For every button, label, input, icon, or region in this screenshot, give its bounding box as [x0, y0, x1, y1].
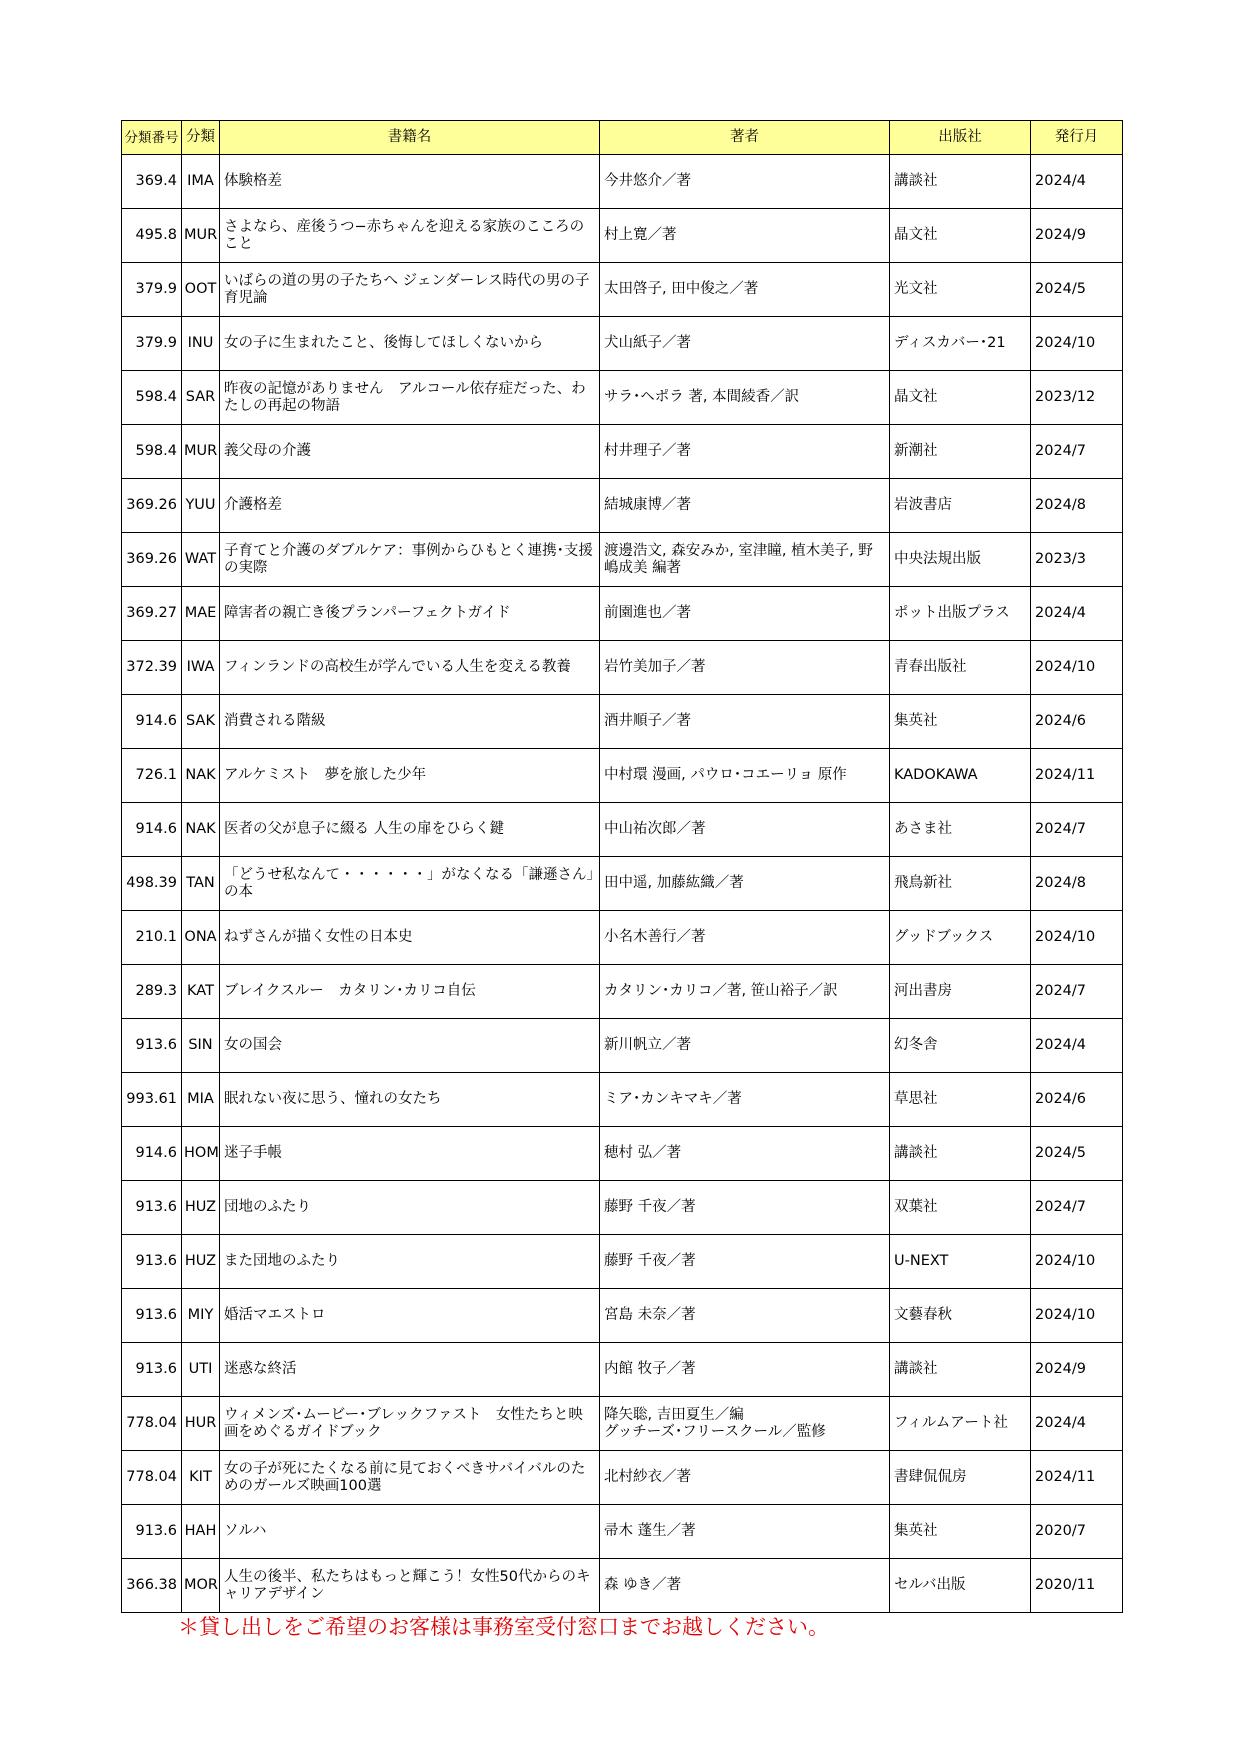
cell-category-code: INU — [182, 317, 220, 371]
cell-publisher: 岩波書店 — [890, 479, 1031, 533]
cell-author: 宮島 未奈／著 — [600, 1289, 890, 1343]
header-book-title: 書籍名 — [220, 121, 600, 155]
cell-author: 酒井順子／著 — [600, 695, 890, 749]
cell-category-code: UTI — [182, 1343, 220, 1397]
cell-publisher: 新潮社 — [890, 425, 1031, 479]
header-author: 著者 — [600, 121, 890, 155]
header-category: 分類 — [182, 121, 220, 155]
cell-publication-month: 2024/4 — [1031, 155, 1123, 209]
table-row — [122, 155, 1123, 209]
cell-author: ミア･カンキマキ／著 — [600, 1073, 890, 1127]
cell-book-title: ソルハ — [220, 1505, 600, 1559]
cell-classification-number: 369.26 — [122, 533, 182, 587]
cell-publisher: 光文社 — [890, 263, 1031, 317]
cell-publication-month: 2024/10 — [1031, 317, 1123, 371]
cell-book-title: 迷惑な終活 — [220, 1343, 600, 1397]
cell-classification-number: 778.04 — [122, 1397, 182, 1451]
cell-publication-month: 2023/3 — [1031, 533, 1123, 587]
cell-category-code: NAK — [182, 803, 220, 857]
cell-category-code: SAK — [182, 695, 220, 749]
cell-category-code: IWA — [182, 641, 220, 695]
cell-author: 北村紗衣／著 — [600, 1451, 890, 1505]
table-row — [122, 749, 1123, 803]
cell-book-title: 女の国会 — [220, 1019, 600, 1073]
cell-author: サラ･ヘポラ 著, 本間綾香／訳 — [600, 371, 890, 425]
cell-author: カタリン･カリコ／著, 笹山裕子／訳 — [600, 965, 890, 1019]
cell-publication-month: 2024/8 — [1031, 479, 1123, 533]
cell-author: 中山祐次郎／著 — [600, 803, 890, 857]
cell-category-code: HUZ — [182, 1181, 220, 1235]
table-row — [122, 1181, 1123, 1235]
cell-book-title: フィンランドの高校生が学んでいる人生を変える教養 — [220, 641, 600, 695]
cell-category-code: KAT — [182, 965, 220, 1019]
cell-classification-number: 778.04 — [122, 1451, 182, 1505]
cell-author: 藤野 千夜／著 — [600, 1235, 890, 1289]
table-row — [122, 209, 1123, 263]
cell-publication-month: 2024/4 — [1031, 1397, 1123, 1451]
cell-author: 新川帆立／著 — [600, 1019, 890, 1073]
cell-publisher: グッドブックス — [890, 911, 1031, 965]
cell-book-title: 婚活マエストロ — [220, 1289, 600, 1343]
table-row — [122, 263, 1123, 317]
cell-classification-number: 598.4 — [122, 425, 182, 479]
table-row — [122, 695, 1123, 749]
cell-classification-number: 913.6 — [122, 1181, 182, 1235]
cell-classification-number: 914.6 — [122, 695, 182, 749]
cell-publisher: 晶文社 — [890, 371, 1031, 425]
cell-publisher: 飛鳥新社 — [890, 857, 1031, 911]
header-publisher: 出版社 — [890, 121, 1031, 155]
cell-classification-number: 913.6 — [122, 1289, 182, 1343]
cell-book-title: 子育てと介護のダブルケア：事例からひもとく連携･支援の実際 — [220, 533, 600, 587]
table-row — [122, 371, 1123, 425]
cell-publisher: 河出書房 — [890, 965, 1031, 1019]
cell-publication-month: 2024/9 — [1031, 209, 1123, 263]
table-row — [122, 1073, 1123, 1127]
cell-publication-month: 2024/8 — [1031, 857, 1123, 911]
cell-book-title: 「どうせ私なんて・・・・・・」がなくなる「謙遜さん」の本 — [220, 857, 600, 911]
cell-publication-month: 2024/10 — [1031, 641, 1123, 695]
cell-author: 藤野 千夜／著 — [600, 1181, 890, 1235]
cell-publisher: 草思社 — [890, 1073, 1031, 1127]
cell-classification-number: 913.6 — [122, 1505, 182, 1559]
table-row — [122, 803, 1123, 857]
cell-author: 太田啓子, 田中俊之／著 — [600, 263, 890, 317]
cell-category-code: HUR — [182, 1397, 220, 1451]
cell-book-title: 義父母の介護 — [220, 425, 600, 479]
cell-book-title: ブレイクスルー カタリン･カリコ自伝 — [220, 965, 600, 1019]
cell-book-title: 医者の父が息子に綴る 人生の扉をひらく鍵 — [220, 803, 600, 857]
cell-classification-number: 366.38 — [122, 1559, 182, 1613]
cell-publisher: フィルムアート社 — [890, 1397, 1031, 1451]
cell-publisher: KADOKAWA — [890, 749, 1031, 803]
table-row — [122, 911, 1123, 965]
cell-author: 前園進也／著 — [600, 587, 890, 641]
table-row — [122, 1343, 1123, 1397]
header-classification-number: 分類番号 — [122, 121, 182, 155]
cell-category-code: MUR — [182, 425, 220, 479]
cell-publisher: 晶文社 — [890, 209, 1031, 263]
cell-book-title: また団地のふたり — [220, 1235, 600, 1289]
cell-category-code: HUZ — [182, 1235, 220, 1289]
cell-classification-number: 210.1 — [122, 911, 182, 965]
cell-category-code: OOT — [182, 263, 220, 317]
cell-author: 犬山紙子／著 — [600, 317, 890, 371]
cell-category-code: KIT — [182, 1451, 220, 1505]
cell-author: 今井悠介／著 — [600, 155, 890, 209]
cell-publication-month: 2024/10 — [1031, 911, 1123, 965]
cell-publication-month: 2024/11 — [1031, 1451, 1123, 1505]
cell-author: 降矢聡, 吉田夏生／編 グッチーズ･フリースクール／監修 — [600, 1397, 890, 1451]
cell-book-title: アルケミスト 夢を旅した少年 — [220, 749, 600, 803]
cell-publication-month: 2024/7 — [1031, 803, 1123, 857]
header-row — [122, 121, 1123, 155]
cell-classification-number: 913.6 — [122, 1235, 182, 1289]
header-publication-month: 発行月 — [1031, 121, 1123, 155]
lending-note: ＊貸し出しをご希望のお客様は事務室受付窓口までお越しください。 — [178, 1615, 829, 1639]
table-row — [122, 965, 1123, 1019]
cell-book-title: ねずさんが描く女性の日本史 — [220, 911, 600, 965]
cell-category-code: WAT — [182, 533, 220, 587]
cell-author: 岩竹美加子／著 — [600, 641, 890, 695]
cell-book-title: いばらの道の男の子たちへ ジェンダーレス時代の男の子育児論 — [220, 263, 600, 317]
cell-classification-number: 913.6 — [122, 1343, 182, 1397]
cell-publication-month: 2024/9 — [1031, 1343, 1123, 1397]
cell-category-code: MIA — [182, 1073, 220, 1127]
cell-category-code: ONA — [182, 911, 220, 965]
cell-publication-month: 2024/7 — [1031, 425, 1123, 479]
cell-category-code: TAN — [182, 857, 220, 911]
table-row — [122, 1397, 1123, 1451]
cell-publisher: 集英社 — [890, 1505, 1031, 1559]
cell-book-title: 女の子に生まれたこと、後悔してほしくないから — [220, 317, 600, 371]
table-row — [122, 533, 1123, 587]
table-row — [122, 857, 1123, 911]
cell-classification-number: 914.6 — [122, 803, 182, 857]
cell-classification-number: 993.61 — [122, 1073, 182, 1127]
cell-publisher: ディスカバー･21 — [890, 317, 1031, 371]
cell-book-title: ウィメンズ･ムービー･ブレックファスト 女性たちと映画をめぐるガイドブック — [220, 1397, 600, 1451]
cell-author: 内館 牧子／著 — [600, 1343, 890, 1397]
cell-publication-month: 2024/7 — [1031, 965, 1123, 1019]
cell-publisher: 幻冬舎 — [890, 1019, 1031, 1073]
cell-classification-number: 369.26 — [122, 479, 182, 533]
table-row — [122, 1127, 1123, 1181]
table-row — [122, 479, 1123, 533]
cell-publisher: ポット出版プラス — [890, 587, 1031, 641]
cell-book-title: 昨夜の記憶がありません アルコール依存症だった、わたしの再起の物語 — [220, 371, 600, 425]
cell-author: 村上寛／著 — [600, 209, 890, 263]
cell-author: 小名木善行／著 — [600, 911, 890, 965]
table-row — [122, 1505, 1123, 1559]
cell-book-title: 女の子が死にたくなる前に見ておくべきサバイバルのためのガールズ映画100選 — [220, 1451, 600, 1505]
cell-publisher: 書肆侃侃房 — [890, 1451, 1031, 1505]
cell-publication-month: 2024/4 — [1031, 587, 1123, 641]
cell-publication-month: 2023/12 — [1031, 371, 1123, 425]
cell-publisher: 集英社 — [890, 695, 1031, 749]
cell-publisher: 文藝春秋 — [890, 1289, 1031, 1343]
cell-book-title: 介護格差 — [220, 479, 600, 533]
table-row — [122, 1019, 1123, 1073]
cell-publication-month: 2024/6 — [1031, 1073, 1123, 1127]
cell-publisher: あさま社 — [890, 803, 1031, 857]
cell-publisher: 講談社 — [890, 1127, 1031, 1181]
cell-classification-number: 379.9 — [122, 317, 182, 371]
table-body — [122, 155, 1123, 1613]
cell-publisher: 講談社 — [890, 1343, 1031, 1397]
book-list-table — [121, 120, 1123, 1613]
cell-publisher: 青春出版社 — [890, 641, 1031, 695]
table-row — [122, 641, 1123, 695]
cell-author: 結城康博／著 — [600, 479, 890, 533]
cell-category-code: SIN — [182, 1019, 220, 1073]
cell-book-title: 眠れない夜に思う、憧れの女たち — [220, 1073, 600, 1127]
cell-category-code: YUU — [182, 479, 220, 533]
cell-classification-number: 498.39 — [122, 857, 182, 911]
table-row — [122, 1235, 1123, 1289]
cell-book-title: さよなら、産後うつ−赤ちゃんを迎える家族のこころのこと — [220, 209, 600, 263]
cell-category-code: NAK — [182, 749, 220, 803]
cell-publication-month: 2020/11 — [1031, 1559, 1123, 1613]
cell-publisher: 中央法規出版 — [890, 533, 1031, 587]
cell-book-title: 迷子手帳 — [220, 1127, 600, 1181]
cell-author: 渡邊浩文, 森安みか, 室津瞳, 植木美子, 野嶋成美 編著 — [600, 533, 890, 587]
table-row — [122, 1559, 1123, 1613]
cell-classification-number: 379.9 — [122, 263, 182, 317]
cell-publication-month: 2024/11 — [1031, 749, 1123, 803]
cell-publication-month: 2024/7 — [1031, 1181, 1123, 1235]
cell-classification-number: 913.6 — [122, 1019, 182, 1073]
cell-category-code: IMA — [182, 155, 220, 209]
cell-author: 帚木 蓬生／著 — [600, 1505, 890, 1559]
cell-classification-number: 914.6 — [122, 1127, 182, 1181]
table-row — [122, 317, 1123, 371]
cell-publisher: U-NEXT — [890, 1235, 1031, 1289]
cell-author: 中村環 漫画, パウロ･コエーリョ 原作 — [600, 749, 890, 803]
cell-book-title: 消費される階級 — [220, 695, 600, 749]
cell-book-title: 人生の後半、私たちはもっと輝こう！女性50代からのキャリアデザイン — [220, 1559, 600, 1613]
cell-author: 田中遥, 加藤紘織／著 — [600, 857, 890, 911]
cell-author: 森 ゆき／著 — [600, 1559, 890, 1613]
cell-publication-month: 2024/10 — [1031, 1235, 1123, 1289]
cell-classification-number: 289.3 — [122, 965, 182, 1019]
cell-classification-number: 369.27 — [122, 587, 182, 641]
cell-category-code: MAE — [182, 587, 220, 641]
cell-category-code: MIY — [182, 1289, 220, 1343]
cell-author: 村井理子／著 — [600, 425, 890, 479]
cell-category-code: HAH — [182, 1505, 220, 1559]
cell-book-title: 団地のふたり — [220, 1181, 600, 1235]
cell-author: 穂村 弘／著 — [600, 1127, 890, 1181]
cell-category-code: HOM — [182, 1127, 220, 1181]
cell-publication-month: 2024/5 — [1031, 263, 1123, 317]
cell-publisher: セルバ出版 — [890, 1559, 1031, 1613]
cell-classification-number: 372.39 — [122, 641, 182, 695]
cell-category-code: SAR — [182, 371, 220, 425]
cell-classification-number: 598.4 — [122, 371, 182, 425]
cell-publisher: 双葉社 — [890, 1181, 1031, 1235]
cell-publication-month: 2024/5 — [1031, 1127, 1123, 1181]
table-row — [122, 425, 1123, 479]
cell-classification-number: 726.1 — [122, 749, 182, 803]
cell-category-code: MUR — [182, 209, 220, 263]
cell-publisher: 講談社 — [890, 155, 1031, 209]
table-row — [122, 1451, 1123, 1505]
cell-book-title: 障害者の親亡き後プランパーフェクトガイド — [220, 587, 600, 641]
cell-publication-month: 2024/4 — [1031, 1019, 1123, 1073]
table-row — [122, 1289, 1123, 1343]
table-header — [122, 121, 1123, 155]
cell-publication-month: 2024/6 — [1031, 695, 1123, 749]
cell-publication-month: 2024/10 — [1031, 1289, 1123, 1343]
cell-classification-number: 495.8 — [122, 209, 182, 263]
cell-book-title: 体験格差 — [220, 155, 600, 209]
cell-category-code: MOR — [182, 1559, 220, 1613]
table-row — [122, 587, 1123, 641]
cell-classification-number: 369.4 — [122, 155, 182, 209]
cell-publication-month: 2020/7 — [1031, 1505, 1123, 1559]
